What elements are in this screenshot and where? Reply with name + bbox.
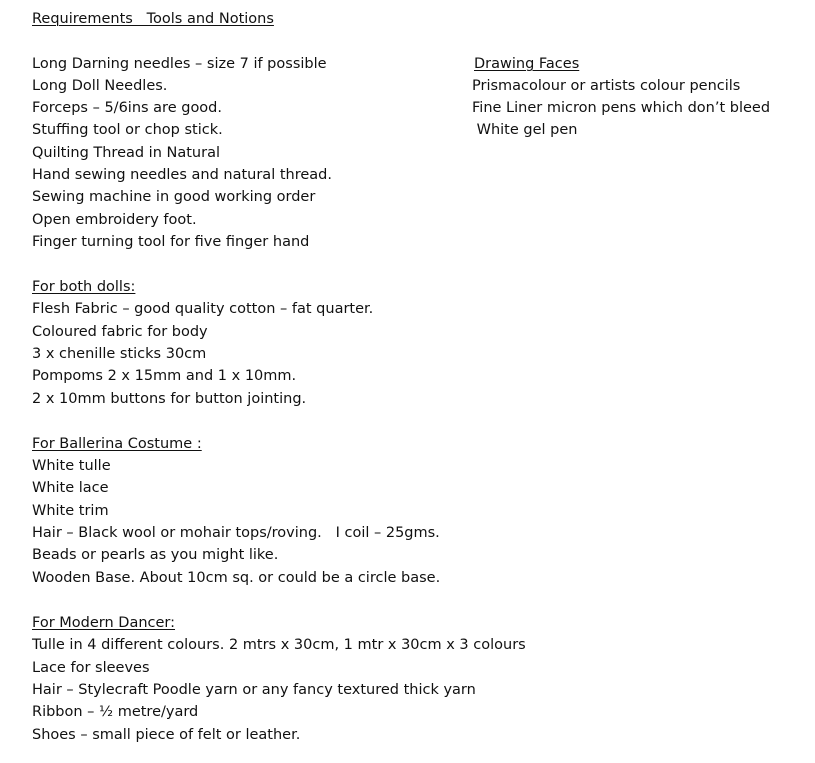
list-item: 2 x 10mm buttons for button jointing. xyxy=(32,391,307,407)
list-item: Hair – Black wool or mohair tops/roving. I coil – 25gms. xyxy=(32,525,440,541)
list-item: Sewing machine in good working order xyxy=(32,189,316,205)
document-title: Requirements Tools and Notions xyxy=(32,11,274,27)
section-heading-modern-dancer: For Modern Dancer: xyxy=(32,615,176,631)
list-item: Beads or pearls as you might like. xyxy=(32,547,279,563)
list-item: Open embroidery foot. xyxy=(32,212,197,228)
list-item: Quilting Thread in Natural xyxy=(32,145,220,161)
list-item: Flesh Fabric – good quality cotton – fat quarter. xyxy=(32,301,374,317)
list-item: Ribbon – ½ metre/yard xyxy=(32,704,199,720)
list-item: Hand sewing needles and natural thread. xyxy=(32,167,332,183)
list-item: Prismacolour or artists colour pencils xyxy=(472,78,741,94)
list-item: Shoes – small piece of felt or leather. xyxy=(32,727,301,743)
list-item: Wooden Base. About 10cm sq. or could be a circle base. xyxy=(32,570,441,586)
list-item: Long Darning needles – size 7 if possible xyxy=(32,56,327,72)
list-item: Hair – Stylecraft Poodle yarn or any fancy textured thick yarn xyxy=(32,682,476,698)
list-item: Pompoms 2 x 15mm and 1 x 10mm. xyxy=(32,368,297,384)
section-heading-drawing-faces: Drawing Faces xyxy=(474,56,580,72)
section-heading-ballerina: For Ballerina Costume : xyxy=(32,436,202,452)
list-item: Lace for sleeves xyxy=(32,660,150,676)
list-item: Coloured fabric for body xyxy=(32,324,208,340)
list-item: 3 x chenille sticks 30cm xyxy=(32,346,207,362)
list-item: Forceps – 5/6ins are good. xyxy=(32,100,222,116)
section-heading-both-dolls: For both dolls: xyxy=(32,279,136,295)
list-item: Stuffing tool or chop stick. xyxy=(32,122,223,138)
list-item: White gel pen xyxy=(472,122,578,138)
list-item: White trim xyxy=(32,503,109,519)
list-item: Finger turning tool for five finger hand xyxy=(32,234,310,250)
list-item: Tulle in 4 different colours. 2 mtrs x 30cm, 1 mtr x 30cm x 3 colours xyxy=(32,637,526,653)
list-item: White tulle xyxy=(32,458,111,474)
list-item: Fine Liner micron pens which don’t bleed xyxy=(472,100,771,116)
list-item: White lace xyxy=(32,480,109,496)
list-item: Long Doll Needles. xyxy=(32,78,168,94)
